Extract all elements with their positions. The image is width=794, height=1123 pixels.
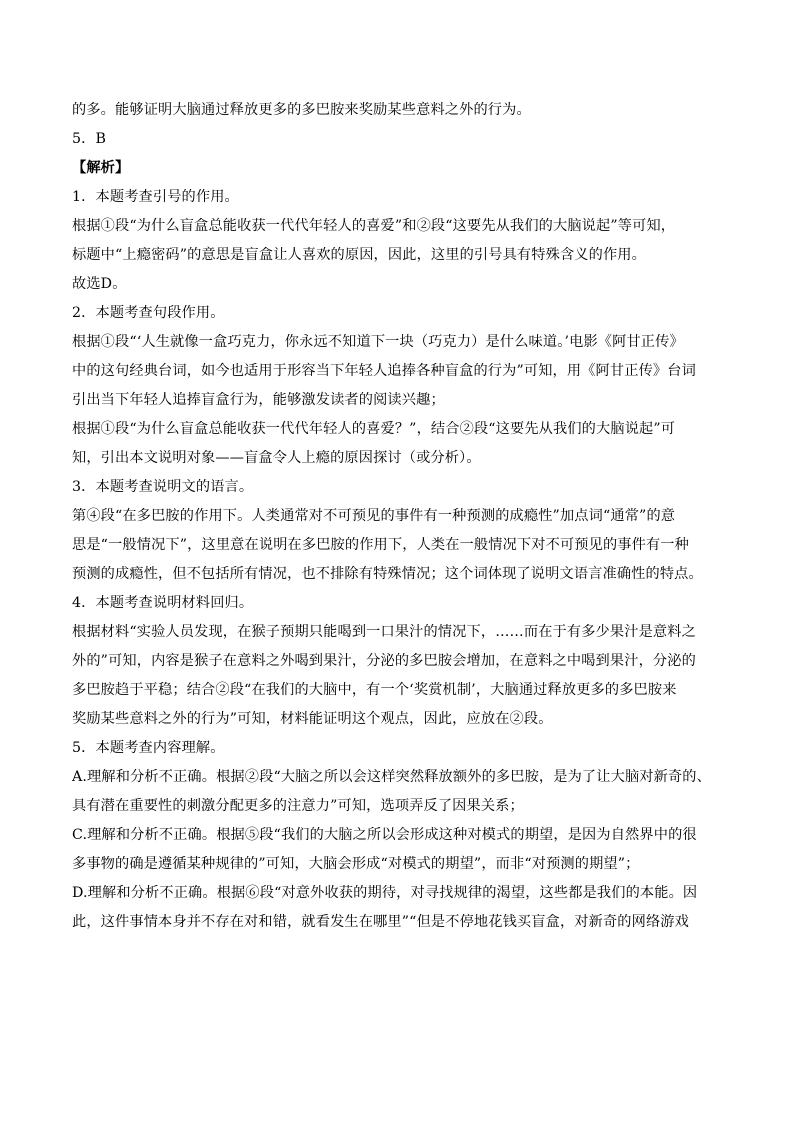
text-line: 知，引出本文说明对象——盲盒令人上瘾的原因探讨（或分析）。 bbox=[72, 450, 481, 466]
text-line: 外的”可知，内容是猴子在意料之外喝到果汁，分泌的多巴胺会增加，在意料之中喝到果汁，分泌的 bbox=[72, 653, 696, 669]
question-heading: 5．本题考查内容理解。 bbox=[72, 740, 225, 756]
text-line: 根据材料“实验人员发现，在猴子预期只能喝到一口果汁的情况下，……而在于有多少果汁是意料之 bbox=[72, 624, 696, 640]
text-line: 根据①段“为什么盲盒总能收获一代代年轻人的喜爱？”，结合②段“这要先从我们的大脑说起”可 bbox=[72, 421, 676, 437]
text-line: 思是“一般情况下”，这里意在说明在多巴胺的作用下，人类在一般情况下对不可预见的事件有一种 bbox=[72, 537, 689, 553]
question-heading: 1．本题考查引号的作用。 bbox=[72, 189, 239, 205]
text-line: 根据①段“为什么盲盒总能收获一代代年轻人的喜爱”和②段“这要先从我们的大脑说起”等可知， bbox=[72, 218, 676, 234]
text-line: 具有潜在重要性的刺激分配更多的注意力”可知，选项弄反了因果关系； bbox=[72, 798, 524, 814]
option-d-line: D.理解和分析不正确。根据⑥段“对意外收获的期待，对寻找规律的渴望，这些都是我们的本能。因 bbox=[72, 885, 698, 901]
text-line: 多巴胺趋于平稳；结合②段“在我们的大脑中，有一个‘奖赏机制’，大脑通过释放更多的多巴胺来 bbox=[72, 682, 677, 698]
document-page bbox=[72, 96, 726, 937]
question-heading: 2．本题考查句段作用。 bbox=[72, 305, 225, 321]
text-line: 多事物的确是遵循某种规律的”可知，大脑会形成“对模式的期望”，而非“对预测的期望”； bbox=[72, 856, 640, 872]
text-line: 预测的成瘾性，但不包括所有情况，也不排除有特殊情况；这个词体现了说明文语言准确性的特点。 bbox=[72, 566, 703, 582]
option-c-line: C.理解和分析不正确。根据⑤段“我们的大脑之所以会形成这种对模式的期望，是因为自然界中的很 bbox=[72, 827, 697, 843]
text-line: 第④段“在多巴胺的作用下。人类通常对不可预见的事件有一种预测的成瘾性”加点词“通常”的意 bbox=[72, 508, 676, 524]
question-heading: 3．本题考查说明文的语言。 bbox=[72, 479, 254, 495]
option-a-line: A.理解和分析不正确。根据②段“大脑之所以会这样突然释放额外的多巴胺，是为了让大脑对新奇的、 bbox=[72, 769, 711, 785]
text-line: 中的这句经典台词，如今也适用于形容当下年轻人追捧各种盲盒的行为”可知，用《阿甘正传》台词 bbox=[72, 363, 696, 379]
text-line: 根据①段“‘人生就像一盒巧克力，你永远不知道下一块（巧克力）是什么味道。’电影《阿甘正传》 bbox=[72, 334, 684, 350]
answer-line: 5．B bbox=[72, 131, 107, 147]
text-line: 故选D。 bbox=[72, 276, 127, 292]
text-line: 奖励某些意料之外的行为”可知，材料能证明这个观点，因此，应放在②段。 bbox=[72, 711, 553, 727]
question-heading: 4．本题考查说明材料回归。 bbox=[72, 595, 254, 611]
analysis-heading: 【解析】 bbox=[72, 160, 130, 176]
text-line: 引出当下年轻人追捧盲盒行为，能够激发读者的阅读兴趣； bbox=[72, 392, 445, 408]
text-line: 此，这件事情本身并不存在对和错，就看发生在哪里”“但是不停地花钱买盲盒，对新奇的网络游戏 bbox=[72, 914, 689, 930]
text-line: 的多。能够证明大脑通过释放更多的多巴胺来奖励某些意料之外的行为。 bbox=[72, 102, 531, 118]
text-line: 标题中“上瘾密码”的意思是盲盒让人喜欢的原因，因此，这里的引号具有特殊含义的作用。 bbox=[72, 247, 646, 263]
